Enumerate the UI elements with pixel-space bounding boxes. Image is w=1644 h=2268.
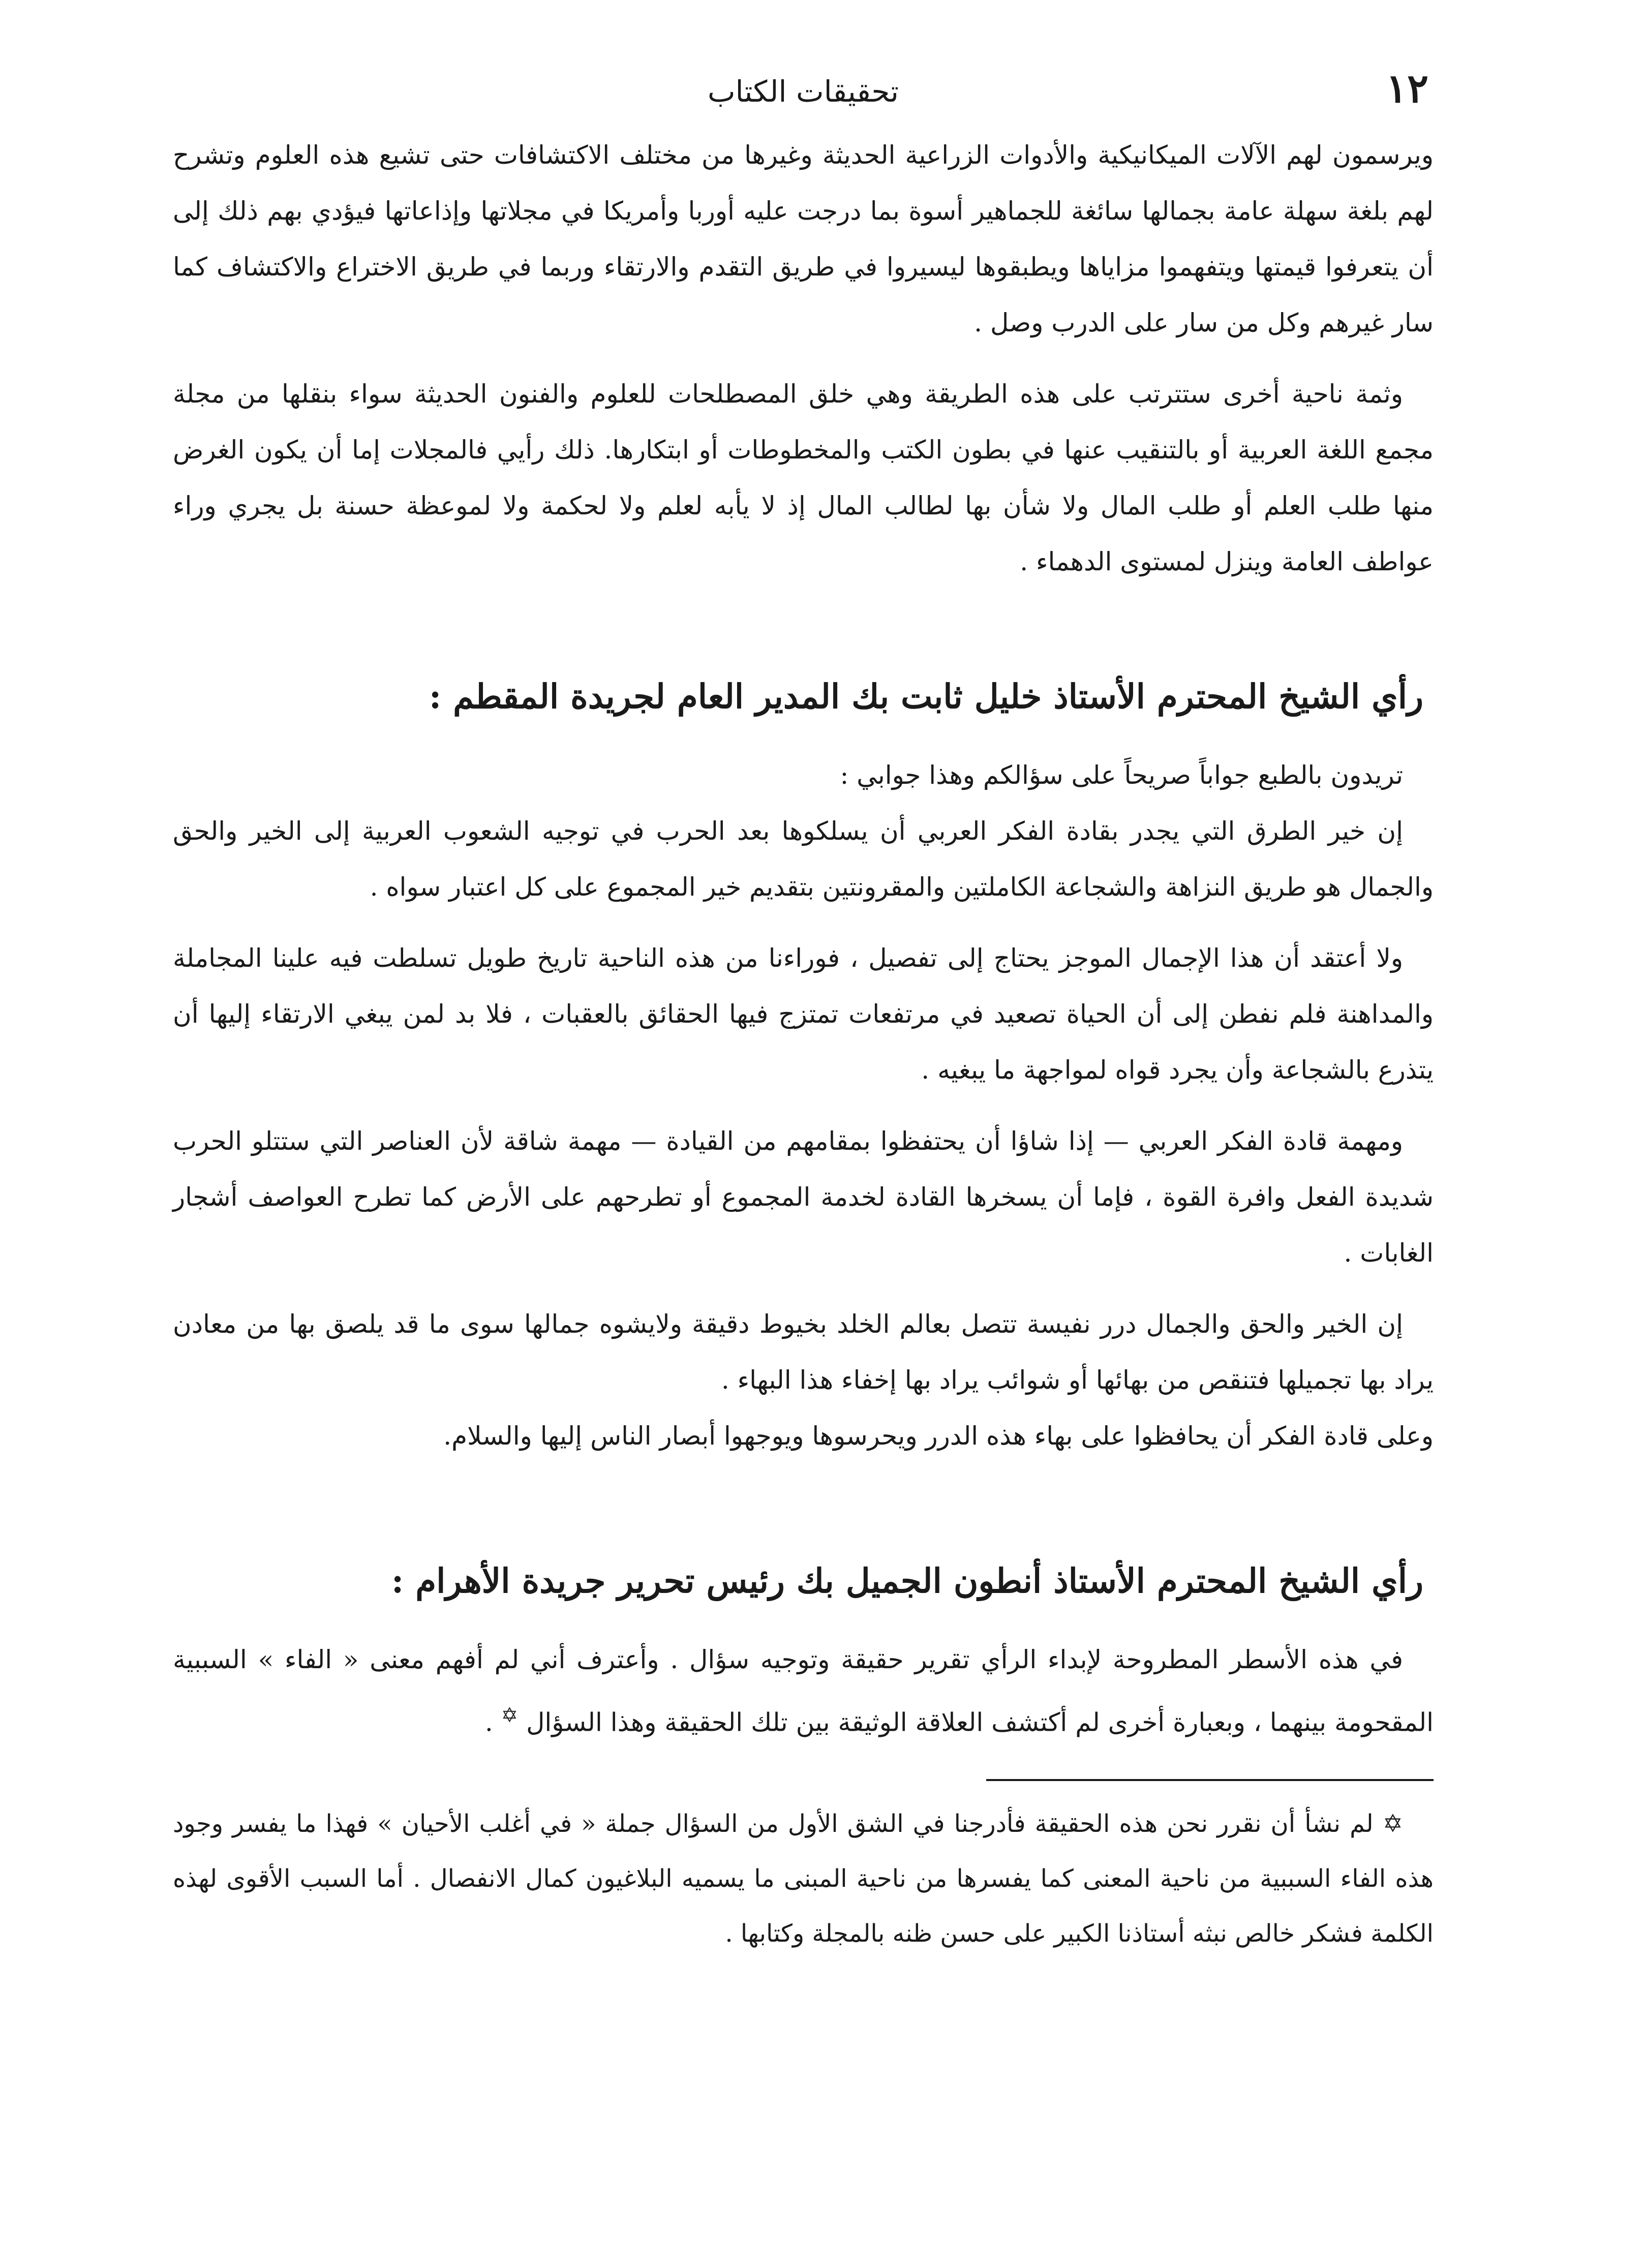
page-number: ١٢: [1386, 66, 1428, 112]
running-title: تحقيقات الكتاب: [707, 74, 899, 109]
footnote-marker-star-icon: ✡: [501, 1704, 519, 1727]
section1-paragraph-5: إن الخير والحق والجمال درر نفيسة تتصل بعالم الخلد بخيوط دقيقة ولايشوه جمالها سوى ما قد يلصق بها من معادن يراد بها تجميلها فتنقص من بهائها أو شوائب يراد بها إخفاء هذا البهاء .: [173, 1309, 1434, 1395]
footnote-star-icon: ✡: [1382, 1809, 1403, 1838]
section1-paragraph-6: وعلى قادة الفكر أن يحافظوا على بهاء هذه الدرر ويحرسوها ويوجهوا أبصار الناس إليها والسلام.: [443, 1421, 1434, 1451]
running-header: [173, 61, 1434, 127]
footnote-text: لم نشأ أن نقرر نحن هذه الحقيقة فأدرجنا في الشق الأول من السؤال جملة « في أغلب الأحيان » فهذا ما يفسر وجود هذه الفاء السببية من ناحية المعنى كما يفسرها من ناحية المبنى ما يسميه البلاغيون كمال الانفصال . أما السبب الأقوى لهذه الكلمة فشكر خالص نبثه أستاذنا الكبير على حسن ظنه بالمجلة وكتابها .: [173, 1809, 1434, 1948]
section-heading-khalil-thabet: رأي الشيخ المحترم الأستاذ خليل ثابت بك المدير العام لجريدة المقطم :: [429, 677, 1423, 716]
intro-paragraph-1: ويرسمون لهم الآلات الميكانيكية والأدوات الزراعية الحديثة وغيرها من مختلف الاكتشافات حتى تشيع هذه العلوم وتشرح لهم بلغة سهلة عامة بجمالها سائغة للجماهير أسوة بما درجت عليه أوربا وأمريكا في مجلاتها وإذاعاتها فيؤدي بهم ذلك إلى أن يتعرفوا قيمتها ويتفهموا مزاياها ويطبقوها ليسيروا في طريق التقدم والارتقاء وربما في طريق الاختراع والاكتشاف كما سار غيرهم وكل من سار على الدرب وصل .: [173, 140, 1434, 338]
book-page: [173, 61, 1434, 2196]
section2-paragraph-1: في هذه الأسطر المطروحة لإبداء الرأي تقرير حقيقة وتوجيه سؤال . وأعترف أني لم أفهم معنى « الفاء » السببية المقحومة بينهما ، وبعبارة أخرى لم أكتشف العلاقة الوثيقة بين تلك الحقيقة وهذا السؤال ✡ .: [173, 1645, 1434, 1737]
section1-paragraph-3: ولا أعتقد أن هذا الإجمال الموجز يحتاج إلى تفصيل ، فوراءنا من هذه الناحية تاريخ طويل تسلطت فيه علينا المجاملة والمداهنة فلم نفطن إلى أن الحياة تصعيد في مرتفعات تمتزج فيها الحقائق بالعقبات ، فلا بد لمن يبغي الارتقاء إليها أن يتذرع بالشجاعة وأن يجرد قواه لمواجهة ما يبغيه .: [173, 943, 1434, 1085]
section1-paragraph-2: إن خير الطرق التي يجدر بقادة الفكر العربي أن يسلكوها بعد الحرب في توجيه الشعوب العربية إلى الخير والحق والجمال هو طريق النزاهة والشجاعة الكاملتين والمقرونتين بتقديم خير المجموع على كل اعتبار سواه .: [173, 816, 1434, 902]
intro-paragraph-2: وثمة ناحية أخرى ستترتب على هذه الطريقة وهي خلق المصطلحات للعلوم والفنون الحديثة سواء بنقلها من مجلة مجمع اللغة العربية أو بالتنقيب عنها في بطون الكتب والمخطوطات أو ابتكارها. ذلك رأيي فالمجلات إما أن يكون الغرض منها طلب العلم أو طلب المال ولا شأن بها لطالب المال إذ لا يأبه لعلم ولا لحكمة ولا لموعظة حسنة بل يجري وراء عواطف العامة وينزل لمستوى الدهماء .: [173, 379, 1434, 576]
section2-paragraph-1-text: في هذه الأسطر المطروحة لإبداء الرأي تقرير حقيقة وتوجيه سؤال . وأعترف أني لم أفهم معنى « الفاء » السببية المقحومة بينهما ، وبعبارة أخرى لم أكتشف العلاقة الوثيقة بين تلك الحقيقة وهذا السؤال: [173, 1645, 1434, 1737]
footnote-divider: [986, 1779, 1434, 1781]
footnote: [173, 1796, 1434, 1961]
section1-paragraph-1: تريدون بالطبع جواباً صريحاً على سؤالكم وهذا جوابي :: [840, 760, 1403, 790]
section1-paragraph-4: ومهمة قادة الفكر العربي — إذا شاؤا أن يحتفظوا بمقامهم من القيادة — مهمة شاقة لأن العناصر التي ستتلو الحرب شديدة الفعل وافرة القوة ، فإما أن يسخرها القادة لخدمة المجموع أو تطرحهم على الأرض كما تطرح العواصف أشجار الغابات .: [173, 1126, 1434, 1268]
footnote-paragraph: [173, 1796, 1434, 1961]
section-heading-antoun-gemayel: رأي الشيخ المحترم الأستاذ أنطون الجميل بك رئيس تحرير جريدة الأهرام :: [391, 1561, 1423, 1601]
